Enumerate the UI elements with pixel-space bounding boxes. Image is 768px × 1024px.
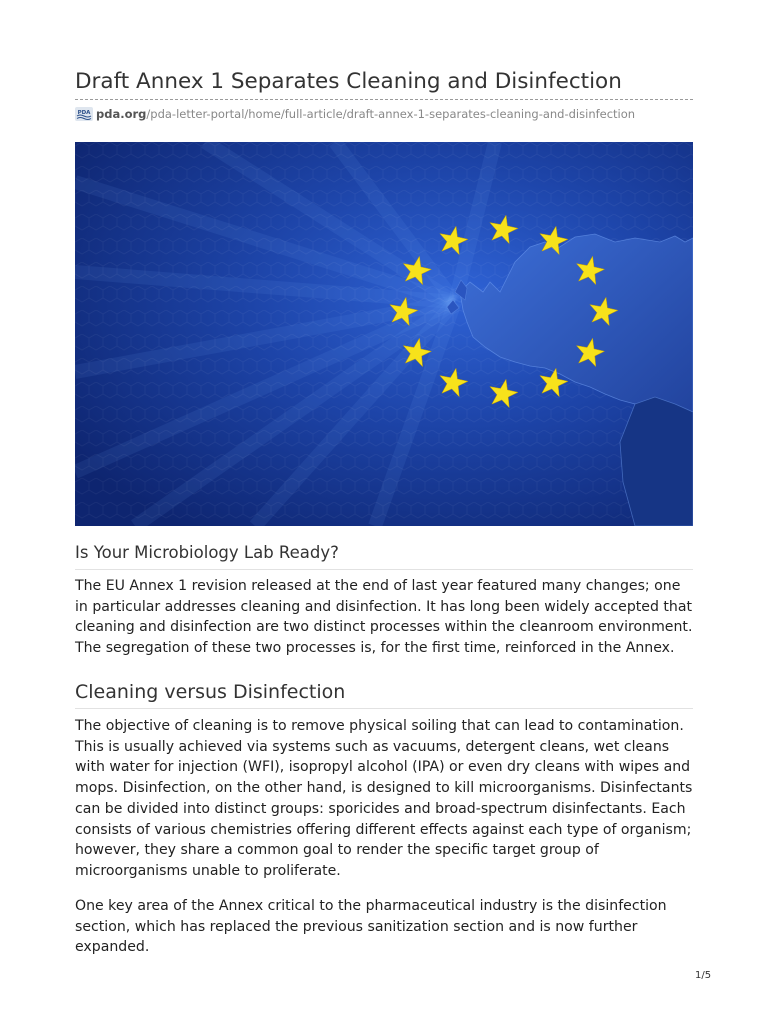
source-link[interactable]	[75, 105, 635, 123]
pda-logo-icon	[75, 107, 93, 121]
svg-text:PDA: PDA	[77, 110, 91, 116]
paragraph: One key area of the Annex critical to the pharmaceutical industry is the disinfection section, which has replaced the previous sanitization section and is now further expanded.	[75, 898, 667, 956]
page-number: 1/5	[695, 970, 712, 981]
section-heading: Cleaning versus Disinfection	[75, 681, 346, 703]
source-path[interactable]: /pda-letter-portal/home/full-article/draft-annex-1-separates-cleaning-and-disinfection	[146, 107, 636, 121]
paragraph: The EU Annex 1 revision released at the end of last year featured many changes; one in particular addresses cleaning and disinfection. It has long been widely accepted that cleaning and disinfection are two distinct processes within the cleanroom environment. The segregation of these two processes is, for the first time, reinforced in the Annex.	[75, 578, 693, 657]
hero-image	[75, 142, 693, 526]
section-heading: Is Your Microbiology Lab Ready?	[75, 543, 339, 562]
section-divider	[75, 708, 693, 709]
source-domain[interactable]: pda.org	[96, 107, 147, 121]
section-divider	[75, 569, 693, 570]
title-divider	[75, 99, 693, 100]
paragraph: The objective of cleaning is to remove physical soiling that can lead to contamination. This is usually achieved via systems such as vacuums, detergent cleans, wet cleans with water for injection (WFI), isopropyl alcohol (IPA) or even dry cleans with wipes and mops. Disinfection, on the other hand, is designed to kill microorganisms. Disinfectants can be divided into distinct groups: sporicides and broad-spectrum disinfectants. Each consists of various chemistries offering different effects against each type of organism; however, they share a common goal to render the specific target group of microorganisms unable to proliferate.	[75, 718, 693, 879]
article-title: Draft Annex 1 Separates Cleaning and Disinfection	[75, 69, 622, 94]
